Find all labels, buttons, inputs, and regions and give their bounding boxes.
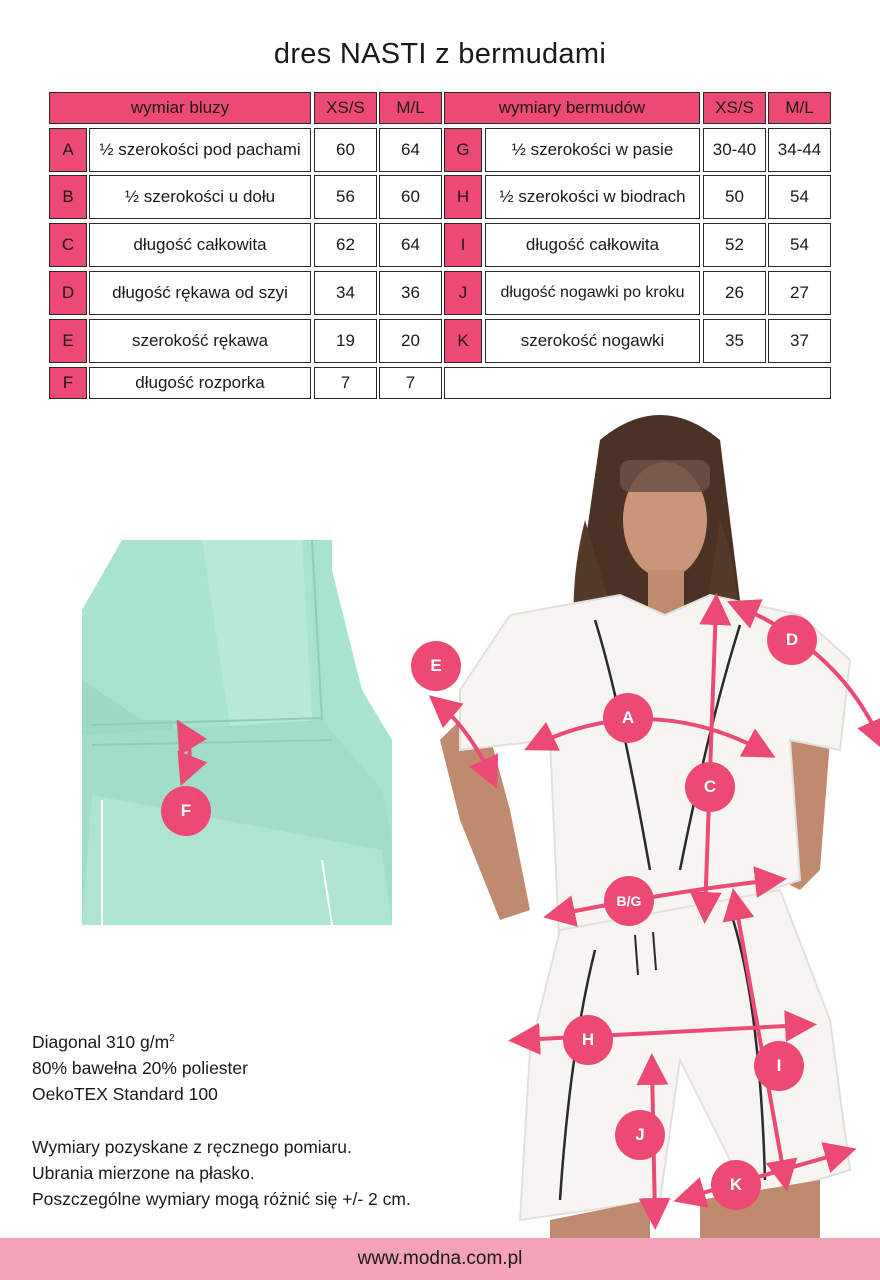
row-size1: 19 xyxy=(314,319,377,363)
badge-bg: B/G xyxy=(604,876,654,926)
row-size2: 60 xyxy=(379,175,442,219)
note-line: Ubrania mierzone na płasko. xyxy=(32,1163,255,1183)
row-label: długość całkowita xyxy=(485,223,700,267)
row-letter: H xyxy=(444,175,482,219)
right-size2-header: M/L xyxy=(768,92,831,124)
right-size1-header: XS/S xyxy=(703,92,766,124)
row-label: ½ szerokości pod pachami xyxy=(89,128,311,172)
fabric-line-1 xyxy=(32,1026,248,1055)
row-letter: A xyxy=(49,128,87,172)
row-size2: 27 xyxy=(768,271,831,315)
badge-d: D xyxy=(767,615,817,665)
row-size1: 56 xyxy=(314,175,377,219)
badge-i: I xyxy=(754,1041,804,1091)
row-label: długość rękawa od szyi xyxy=(89,271,311,315)
fabric-info xyxy=(32,1026,248,1107)
footer-website[interactable]: www.modna.com.pl xyxy=(0,1238,880,1280)
note-line: Poszczególne wymiary mogą różnić się +/- 2 cm. xyxy=(32,1189,411,1209)
badge-a: A xyxy=(603,693,653,743)
row-size1: 30-40 xyxy=(703,128,766,172)
row-letter: E xyxy=(49,319,87,363)
row-label: długość nogawki po kroku xyxy=(485,271,700,315)
row-size2: 64 xyxy=(379,128,442,172)
row-label: ½ szerokości u dołu xyxy=(89,175,311,219)
row-size1: 52 xyxy=(703,223,766,267)
badge-f: F xyxy=(161,786,211,836)
row-letter: C xyxy=(49,223,87,267)
badge-k: K xyxy=(711,1160,761,1210)
row-letter: J xyxy=(444,271,482,315)
page-title: dres NASTI z bermudami xyxy=(273,38,607,70)
row-size1: 60 xyxy=(314,128,377,172)
row-size2: 54 xyxy=(768,223,831,267)
row-letter: K xyxy=(444,319,482,363)
note-line: Wymiary pozyskane z ręcznego pomiaru. xyxy=(32,1137,352,1157)
row-size1: 50 xyxy=(703,175,766,219)
row-size2: 7 xyxy=(379,367,442,399)
badge-h: H xyxy=(563,1015,613,1065)
row-letter: B xyxy=(49,175,87,219)
row-size1: 26 xyxy=(703,271,766,315)
row-letter: D xyxy=(49,271,87,315)
row-label: ½ szerokości w biodrach xyxy=(485,175,700,219)
row-label: szerokość rękawa xyxy=(89,319,311,363)
left-size1-header: XS/S xyxy=(314,92,377,124)
row-label: długość rozporka xyxy=(89,367,311,399)
row-size2: 37 xyxy=(768,319,831,363)
row-size2: 20 xyxy=(379,319,442,363)
row-letter: G xyxy=(444,128,482,172)
row-label: ½ szerokości w pasie xyxy=(485,128,700,172)
fabric-line-2: 80% bawełna 20% poliester xyxy=(32,1057,248,1078)
row-size2: 54 xyxy=(768,175,831,219)
measurement-notes xyxy=(32,1134,411,1212)
row-size1: 35 xyxy=(703,319,766,363)
row-letter: I xyxy=(444,223,482,267)
row-size1: 34 xyxy=(314,271,377,315)
row-label: szerokość nogawki xyxy=(485,319,700,363)
row-letter: F xyxy=(49,367,87,399)
row-size1: 62 xyxy=(314,223,377,267)
fabric-line-3: OekoTEX Standard 100 xyxy=(32,1083,218,1104)
badge-j: J xyxy=(615,1110,665,1160)
fabric-weight-sup: 2 xyxy=(169,1033,175,1044)
right-table-header: wymiary bermudów xyxy=(444,92,700,124)
row-label: długość całkowita xyxy=(89,223,311,267)
left-table-header: wymiar bluzy xyxy=(49,92,311,124)
row-size2: 36 xyxy=(379,271,442,315)
fabric-weight: Diagonal 310 g/m xyxy=(32,1031,170,1052)
row-size1: 7 xyxy=(314,367,377,399)
badge-e: E xyxy=(411,641,461,691)
badge-c: C xyxy=(685,762,735,812)
row-size2: 34-44 xyxy=(768,128,831,172)
row-size2: 64 xyxy=(379,223,442,267)
left-size2-header: M/L xyxy=(379,92,442,124)
